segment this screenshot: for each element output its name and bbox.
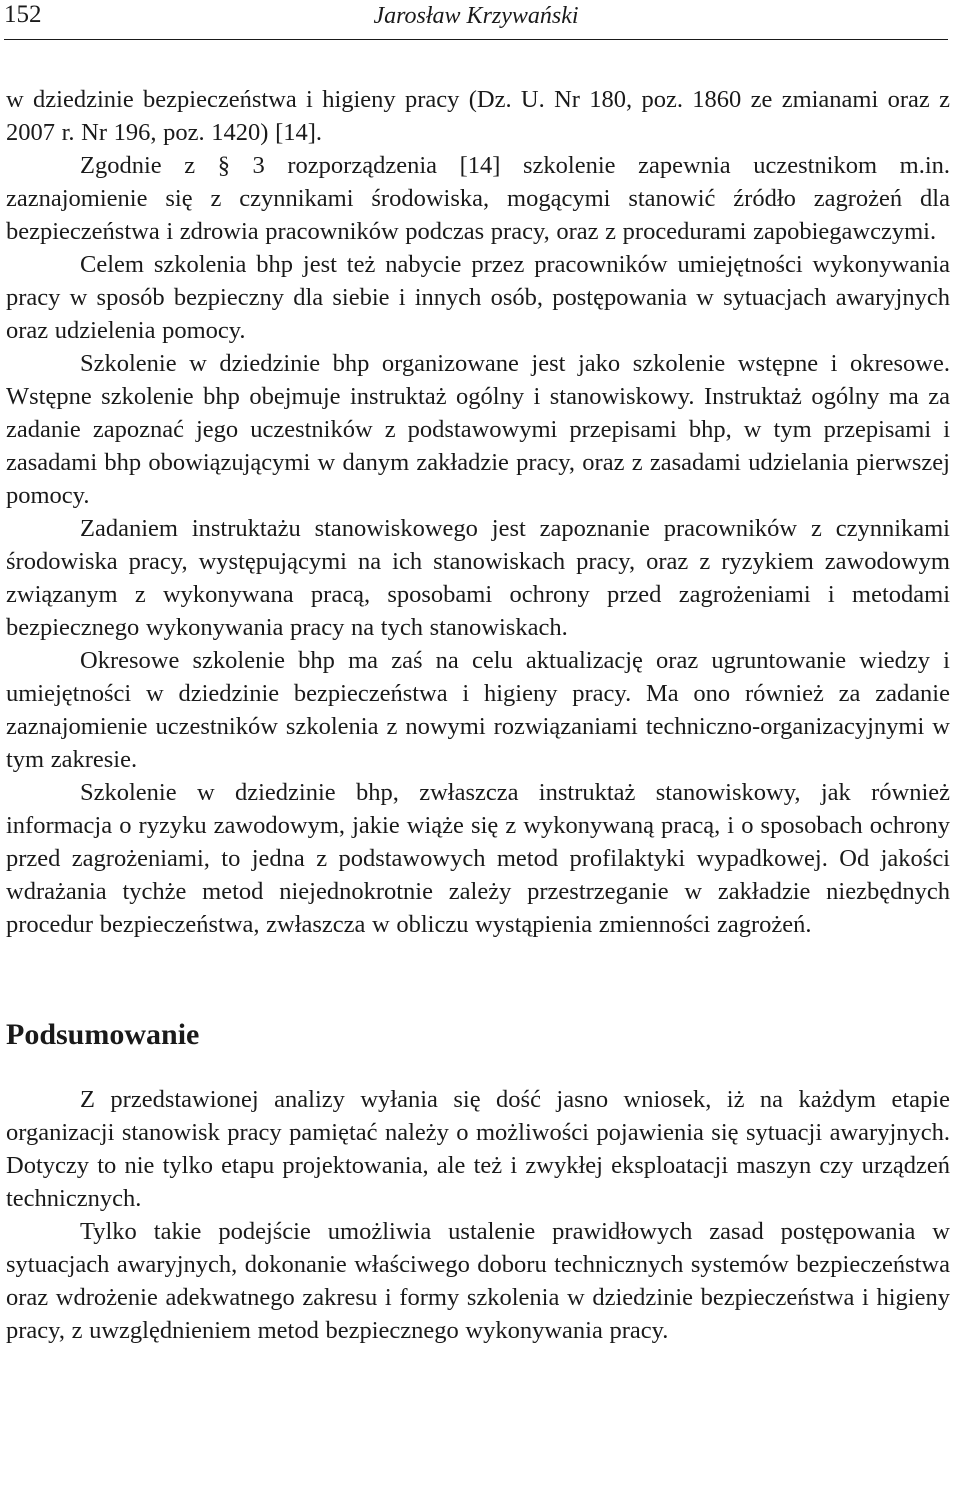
paragraph: Szkolenie w dziedzinie bhp organizowane jest jako szkolenie wstępne i okresowe. Wstępne szkolenie bhp obejmuje instruktaż ogólny i stanowiskowy. Instruktaż ogólny ma za zadanie zapoznać jego uczestników z podstawowymi przepisami bhp, w tym przepisami i zasadami bhp obowiązującymi w danym zakładzie pracy, oraz z zasadami udzielania pierwszej pomocy. xyxy=(6,350,950,509)
summary-paragraph: Tylko takie podejście umożliwia ustalenie prawidłowych zasad postępowania w sytuacjach awaryjnych, dokonanie właściwego doboru technicznych systemów bezpieczeństwa oraz wdrożenie adekwatnego zakresu i formy szkolenia w dziedzinie bezpieczeństwa i higieny pracy, z uwzględnieniem metod bezpiecznego wykonywania pracy. xyxy=(6,1218,950,1344)
page-number: 152 xyxy=(4,1,42,28)
summary-paragraph: Z przedstawionej analizy wyłania się dość jasno wniosek, iż na każdym etapie organizacji stanowisk pracy pamiętać należy o możliwości pojawienia się sytuacji awaryjnych. Dotyczy to nie tylko etapu projektowania, ale też i zwykłej eksploatacji maszyn czy urządzeń technicznych. xyxy=(6,1086,950,1212)
header-rule xyxy=(4,39,948,40)
paragraph: Celem szkolenia bhp jest też nabycie przez pracowników umiejętności wykonywania pracy w sposób bezpieczny dla siebie i innych osób, postępowania w sytuacjach awaryjnych oraz udzielenia pomocy. xyxy=(6,251,950,344)
paragraph: Okresowe szkolenie bhp ma zaś na celu aktualizację oraz ugruntowanie wiedzy i umiejętności w dziedzinie bezpieczeństwa i higieny pracy. Ma ono również za zadanie zaznajomienie uczestników szkolenia z nowymi rozwiązaniami techniczno-organizacyjnymi w tym zakresie. xyxy=(6,647,950,773)
section-heading: Podsumowanie xyxy=(6,1018,200,1051)
paragraph: Zadaniem instruktażu stanowiskowego jest zapoznanie pracowników z czynnikami środowiska pracy, występującymi na ich stanowiskach pracy, oraz z ryzykiem zawodowym związanym z wykonywana pracą, sposobami ochrony przed zagrożeniami i metodami bezpiecznego wykonywania pracy na tych stanowiskach. xyxy=(6,515,950,641)
body-text xyxy=(6,83,950,1347)
running-header-author: Jarosław Krzywański xyxy=(373,3,579,29)
paragraph-continuation: w dziedzinie bezpieczeństwa i higieny pracy (Dz. U. Nr 180, poz. 1860 ze zmianami oraz z 2007 r. Nr 196, poz. 1420) [14]. xyxy=(6,86,950,146)
paragraph: Zgodnie z § 3 rozporządzenia [14] szkolenie zapewnia uczestnikom m.in. zaznajomienie się z czynnikami środowiska, mogącymi stanowić źródło zagrożeń dla bezpieczeństwa i zdrowia pracowników podczas pracy, oraz z procedurami zapobiegawczymi. xyxy=(6,152,950,245)
running-header xyxy=(4,0,948,36)
paragraph: Szkolenie w dziedzinie bhp, zwłaszcza instruktaż stanowiskowy, jak również informacja o ryzyku zawodowym, jakie wiąże się z wykonywaną pracą, i o sposobach ochrony przed zagrożeniami, to jedna z podstawowych metod profilaktyki wypadkowej. Od jakości wdrażania tychże metod niejednokrotnie zależy przestrzeganie w zakładzie niezbędnych procedur bezpieczeństwa, zwłaszcza w obliczu wystąpienia zmienności zagrożeń. xyxy=(6,779,950,938)
